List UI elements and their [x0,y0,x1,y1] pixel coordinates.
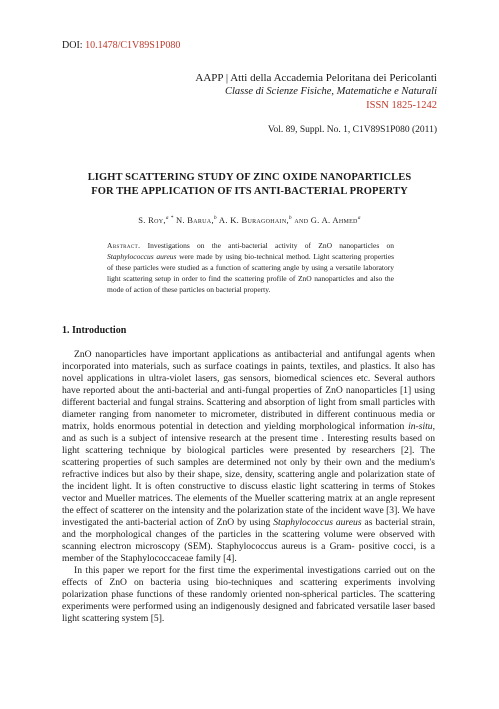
journal-name: AAPP | Atti della Accademia Peloritana dei Pericolanti [195,72,437,84]
journal-class: Classe di Scienze Fisiche, Matematiche e Naturali [225,86,437,97]
author-name: A. K. Buragohain, [218,215,289,225]
journal-header [195,71,437,113]
author-name: N. Barua, [175,215,214,225]
doi-prefix: DOI: [62,40,86,51]
volume-info: Vol. 89, Suppl. No. 1, C1V89S1P080 (2011) [267,125,437,135]
abstract [107,240,394,295]
introduction-body [62,349,435,625]
author-affiliation: b [213,215,217,222]
author-name: and G. A. Ahmed [294,215,358,225]
title-line-2: FOR THE APPLICATION OF ITS ANTI-BACTERIAL PROPERTY [91,186,408,197]
paragraph-1-part-b: , and as such is a subject of intensive research at the present time . Interesting results based on light scattering technique by biological particles were presented by researchers [2]. The scattering properties of such samples are determined not only by their own and the medium's refractive indices but also by their shape, size, density, scattering angle and polarization state of the incident light. It is often constructive to discuss elastic light scattering in terms of Stokes vector and Mueller matrices. The elements of the Mueller scattering matrix at an angle represent the effect of scatterer on the intensity and the polarization state of the incident wave [3]. We have investigated the anti-bacterial action of ZnO by using [62,421,435,528]
paragraph-1-italic: in-situ [408,421,433,432]
doi-link[interactable]: 10.1478/C1V89S1P080 [85,40,181,51]
author-name: S. Roy, [138,215,166,225]
abstract-text-pre: Investigations on the anti-bacterial activity of ZnO nanoparticles on [147,241,394,250]
section-heading: 1. Introduction [62,325,127,336]
paragraph-1 [62,349,435,565]
issn-label: ISSN 1825-1242 [366,100,437,111]
abstract-label: Abstract. [107,241,141,250]
paragraph-1-part-a: ZnO nanoparticles have important applications as antibacterial and antifungal agents when incorporated into materials, such as surface coatings in paints, textiles, and plastics. It also has novel applications in ultra-violet lasers, gas sensors, biomedical sciences etc. Several authors have reported about the anti-bacterial and anti-fungal properties of ZnO nanoparticles [1] using different bacterial and fungal strains. Scattering and absorption of light from small particles with diameter ranging from nanometer to micrometer, distributed in different continuous media or matrix, holds enormous potential in detection and yielding morphological information [62,349,435,432]
paper-title [62,171,437,199]
abstract-text-italic: Staphylococcus aureus [107,252,177,261]
paragraph-1-italic-2: Staphylococcus aureus [273,517,362,528]
author-list [62,215,437,225]
paragraph-1-part-c: as bacterial strain, and the morphological changes of the particles in the scattering volume were observed with scanning electron microscopy (SEM). Staphylococcus aureus is a Gram- positive cocci, is a member of the Staphylococcaceae family [4]. [62,517,436,564]
author-affiliation: a [357,215,361,222]
paragraph-2: In this paper we report for the first time the experimental investigations carried out on the effects of ZnO on bacteria using bio-techniques and scattering experiments involving polarization phase functions of these randomly oriented non-spherical particles. The scattering experiments were performed using an indigenously designed and fabricated versatile laser based light scattering system [5]. [62,565,435,624]
author-affiliation: b [288,215,292,222]
abstract-text-post: were made by using bio-technical method. Light scattering properties of these particles were studied as a function of scattering angle by using a versatile laboratory light scattering setup in order to find the scattering profile of ZnO nanoparticles and also the mode of action of these particles on bacterial property. [107,252,394,294]
title-line-1: LIGHT SCATTERING STUDY OF ZINC OXIDE NANOPARTICLES [87,172,412,183]
doi-line [62,40,180,51]
author-affiliation: a * [165,215,174,222]
